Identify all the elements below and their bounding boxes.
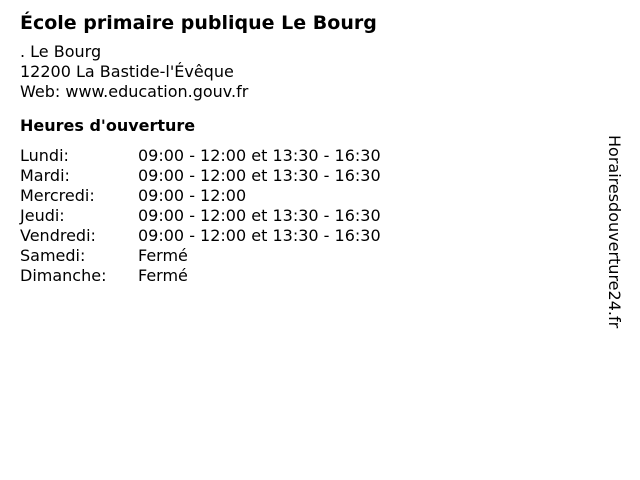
day-label: Samedi: xyxy=(20,246,86,265)
opening-hours-table xyxy=(20,146,381,286)
day-label: Mercredi: xyxy=(20,186,95,205)
hours-row-thursday xyxy=(20,206,381,226)
website-link[interactable]: Web: www.education.gouv.fr xyxy=(20,82,249,101)
day-label: Jeudi: xyxy=(20,206,65,225)
day-label: Vendredi: xyxy=(20,226,96,245)
day-label: Lundi: xyxy=(20,146,69,165)
day-label: Mardi: xyxy=(20,166,70,185)
address-city: 12200 La Bastide-l'Évêque xyxy=(20,62,234,81)
school-title: École primaire publique Le Bourg xyxy=(20,12,377,34)
hours-value: 09:00 - 12:00 xyxy=(138,186,247,205)
hours-value: Fermé xyxy=(138,266,188,285)
school-info-card xyxy=(20,10,600,286)
address-street: . Le Bourg xyxy=(20,42,102,61)
site-watermark: Horairesdouverture24.fr xyxy=(605,135,624,329)
hours-value: 09:00 - 12:00 et 13:30 - 16:30 xyxy=(138,226,381,245)
hours-row-friday xyxy=(20,226,381,246)
day-label: Dimanche: xyxy=(20,266,107,285)
hours-value: 09:00 - 12:00 et 13:30 - 16:30 xyxy=(138,166,381,185)
hours-value: 09:00 - 12:00 et 13:30 - 16:30 xyxy=(138,206,381,225)
opening-hours-heading: Heures d'ouverture xyxy=(20,116,196,135)
hours-row-tuesday xyxy=(20,166,381,186)
hours-row-sunday xyxy=(20,266,381,286)
hours-row-monday xyxy=(20,146,381,166)
hours-value: Fermé xyxy=(138,246,188,265)
hours-value: 09:00 - 12:00 et 13:30 - 16:30 xyxy=(138,146,381,165)
hours-row-saturday xyxy=(20,246,381,266)
hours-row-wednesday xyxy=(20,186,381,206)
